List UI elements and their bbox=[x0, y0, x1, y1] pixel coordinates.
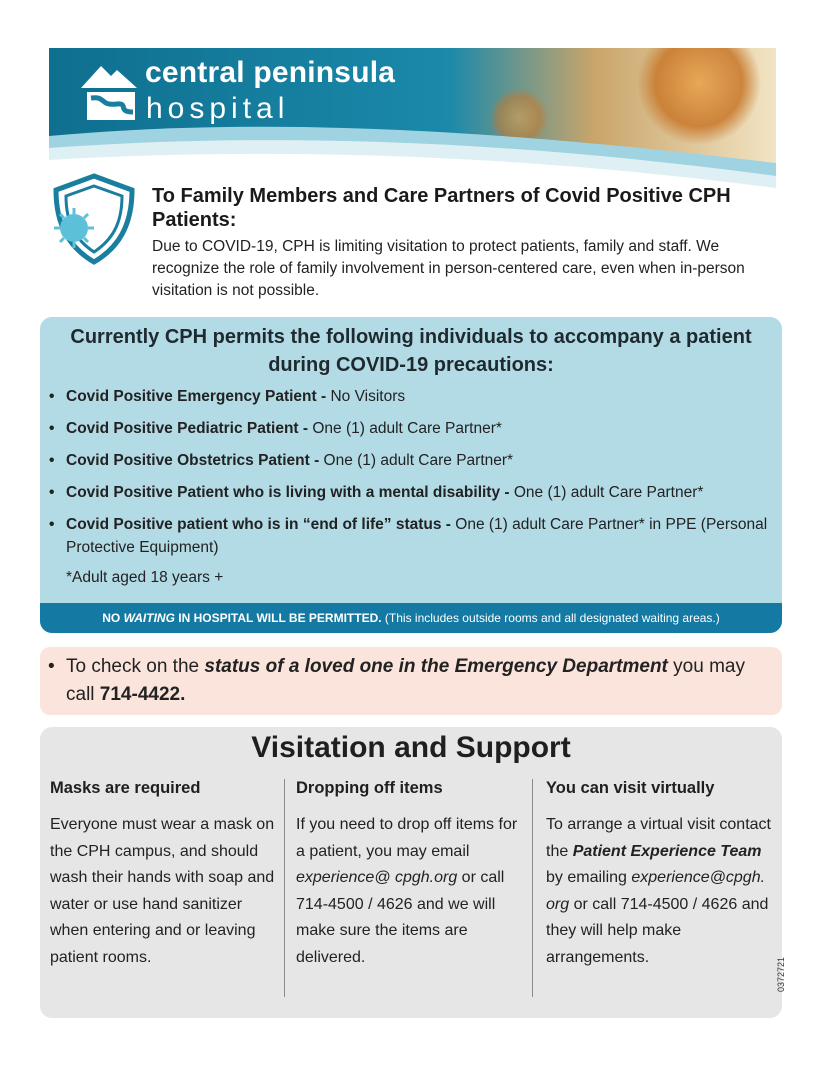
virus-shield-icon bbox=[44, 170, 144, 270]
permits-title: Currently CPH permits the following individuals to accompany a patient during COVID-19 precautions: bbox=[70, 326, 752, 376]
phone-number: 714-4422. bbox=[99, 684, 186, 705]
adult-age-note: *Adult aged 18 years + bbox=[66, 569, 224, 586]
masks-body: Everyone must wear a mask on the CPH campus, and should wash their hands with soap and water or use hand sanitizer when entering and or leaving patient rooms. bbox=[50, 816, 275, 966]
emergency-status-text: To check on the status of a loved one in the Emergency Department you may call 714-4422. bbox=[66, 656, 745, 705]
masks-heading: Masks are required bbox=[50, 779, 201, 797]
permits-panel bbox=[40, 317, 782, 633]
virtual-heading: You can visit virtually bbox=[546, 779, 715, 797]
virtual-body: To arrange a virtual visit contact the Patient Experience Team by emailing experience@cpgh. org or call 714-4500 / 4626 and they will help make arrangements. bbox=[546, 816, 771, 966]
header-banner bbox=[49, 48, 776, 188]
intro-title: To Family Members and Care Partners of Covid Positive CPH Patients: bbox=[152, 185, 731, 231]
masks-column bbox=[50, 779, 282, 971]
dropping-heading: Dropping off items bbox=[296, 779, 443, 797]
visitation-panel bbox=[40, 727, 782, 1018]
list-item: • Covid Positive Emergency Patient - No Visitors bbox=[49, 388, 406, 405]
list-item: • Covid Positive Obstetrics Patient - One (1) adult Care Partner* bbox=[49, 452, 514, 469]
permits-list bbox=[40, 385, 782, 568]
bullet: • bbox=[48, 656, 55, 677]
dropping-column bbox=[296, 779, 522, 971]
brand-subname: hospital bbox=[146, 92, 290, 125]
emergency-status-panel bbox=[40, 647, 782, 715]
virtual-column bbox=[546, 779, 776, 971]
column-divider bbox=[532, 779, 533, 997]
email-address: experience@ cpgh.org bbox=[296, 869, 458, 886]
document-code: 0372721 bbox=[776, 956, 786, 992]
list-item: • Covid Positive patient who is in “end of life” status - One (1) adult Care Partner* in PPE (Personal Protective Equipment) bbox=[49, 516, 768, 556]
list-item: • Covid Positive Patient who is living with a mental disability - One (1) adult Care Partner* bbox=[49, 484, 704, 501]
intro-body: Due to COVID-19, CPH is limiting visitation to protect patients, family and staff. We recognize the role of family involvement in person-centered care, even when in-person visitation is not possible. bbox=[152, 238, 745, 299]
email-address: experience@cpgh. org bbox=[546, 869, 766, 913]
dropping-body: If you need to drop off items for a patient, you may email experience@ cpgh.org or call 714-4500 / 4626 and we will make sure the items are delivered. bbox=[296, 816, 518, 966]
visitation-title: Visitation and Support bbox=[251, 731, 571, 764]
brand-name: central peninsula bbox=[145, 56, 396, 89]
cph-logo-icon bbox=[77, 60, 141, 124]
no-waiting-banner: NO WAITING IN HOSPITAL WILL BE PERMITTED. (This includes outside rooms and all designated waiting areas.) bbox=[40, 603, 782, 633]
column-divider bbox=[284, 779, 285, 997]
list-item: • Covid Positive Pediatric Patient - One (1) adult Care Partner* bbox=[49, 420, 502, 437]
